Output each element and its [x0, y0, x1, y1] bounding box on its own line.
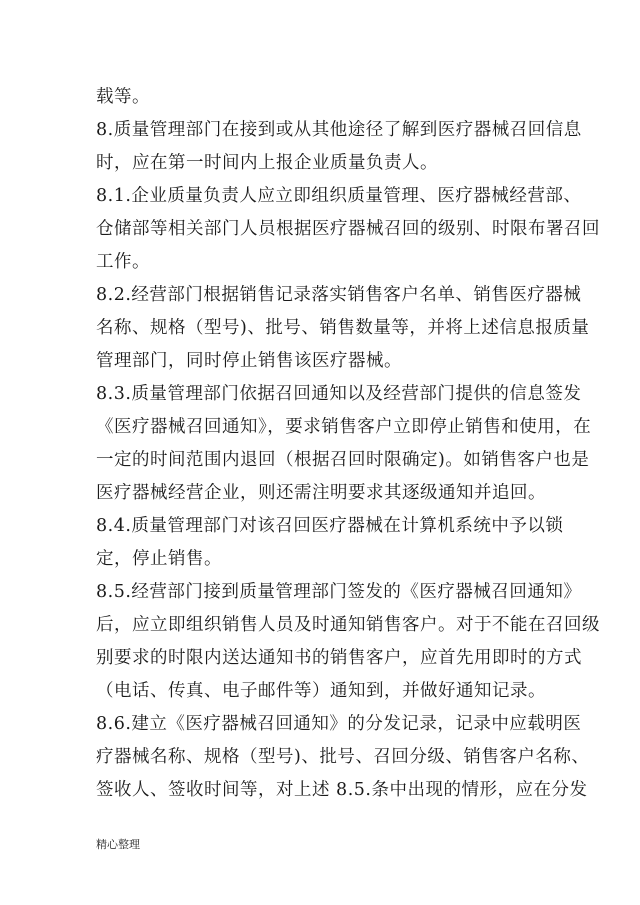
text-line: 8.6.建立《医疗器械召回通知》的分发记录，记录中应载明医	[96, 714, 582, 734]
text-line: 一定的时间范围内退回（根据召回时限确定)。如销售客户也是	[96, 450, 590, 470]
text-line: 8.5.经营部门接到质量管理部门签发的《医疗器械召回通知》	[96, 582, 582, 602]
text-line: 时，应在第一时间内上报企业质量负责人。	[96, 153, 438, 173]
text-line: 后，应立即组织销售人员及时通知销售客户。对于不能在召回级	[96, 615, 600, 635]
text-line: 签收人、签收时间等，对上述 8.5.条中出现的情形，应在分发	[96, 780, 588, 800]
text-line: 别要求的时限内送达通知书的销售客户，应首先用即时的方式	[96, 648, 582, 668]
text-line: 8.1.企业质量负责人应立即组织质量管理、医疗器械经营部、	[96, 186, 582, 206]
text-line: 8.质量管理部门在接到或从其他途径了解到医疗器械召回信息	[96, 120, 582, 140]
text-line: 疗器械名称、规格（型号)、批号、召回分级、销售客户名称、	[96, 747, 590, 767]
text-line: 8.2.经营部门根据销售记录落实销售客户名单、销售医疗器械	[96, 285, 582, 305]
text-line: 仓储部等相关部门人员根据医疗器械召回的级别、时限布署召回	[96, 219, 600, 239]
text-line: 工作。	[96, 252, 150, 272]
text-line: 8.3.质量管理部门依据召回通知以及经营部门提供的信息签发	[96, 384, 582, 404]
text-line: 8.4.质量管理部门对该召回医疗器械在计算机系统中予以锁	[96, 516, 564, 536]
text-line: 管理部门，同时停止销售该医疗器械。	[96, 351, 402, 371]
text-line: 医疗器械经营企业，则还需注明要求其逐级通知并追回。	[96, 483, 546, 503]
text-line: （电话、传真、电子邮件等）通知到，并做好通知记录。	[96, 681, 546, 701]
text-line: 名称、规格（型号)、批号、销售数量等，并将上述信息报质量	[96, 318, 590, 338]
text-line: 《医疗器械召回通知》，要求销售客户立即停止销售和使用，在	[96, 417, 592, 437]
text-line: 定，停止销售。	[96, 549, 222, 569]
page-footer: 精心整理	[96, 838, 140, 851]
text-line: 载等。	[96, 87, 150, 107]
